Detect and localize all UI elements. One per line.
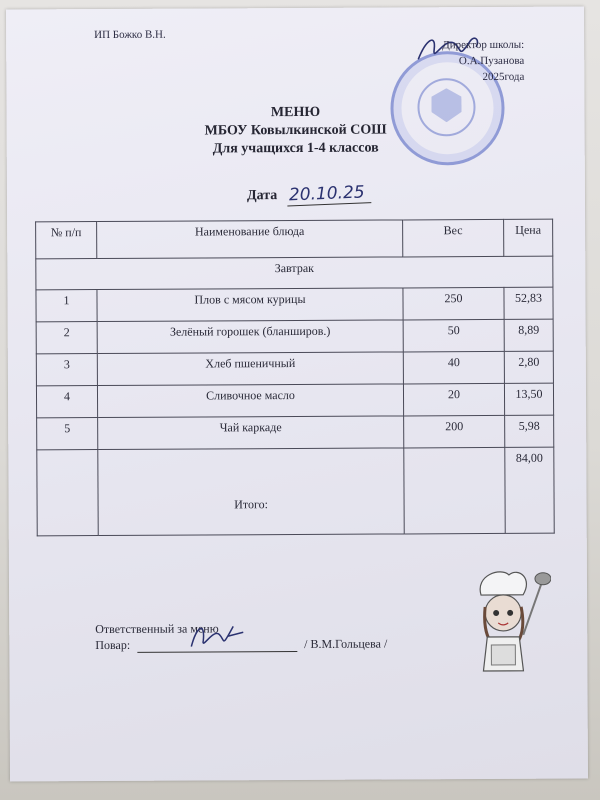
- cook-signature: [187, 618, 247, 652]
- table-header-row: [36, 219, 553, 259]
- section-breakfast: Завтрак: [36, 256, 553, 290]
- table-row: [37, 415, 554, 450]
- row-price: 8,89: [504, 319, 553, 351]
- approval-block: [442, 37, 524, 85]
- row-num: 4: [36, 386, 97, 418]
- date-label: Дата: [246, 188, 278, 204]
- school-name: МБОУ Ковылкинской СОШ: [204, 122, 387, 139]
- total-value: 84,00: [505, 447, 554, 533]
- row-name: Сливочное масло: [97, 384, 403, 418]
- row-weight: 50: [403, 319, 504, 352]
- row-num: 5: [37, 418, 98, 450]
- table-row: [36, 383, 553, 418]
- header-name: Наименование блюда: [97, 220, 403, 259]
- row-num: 2: [36, 322, 97, 354]
- row-price: 5,98: [505, 415, 554, 447]
- row-price: 2,80: [504, 351, 553, 383]
- chef-girl-illustration: [461, 565, 552, 685]
- organization-name: ИП Божко В.Н.: [94, 28, 166, 42]
- row-num: 1: [36, 290, 97, 322]
- cook-label: Повар:: [95, 637, 131, 653]
- responsible-label: Ответственный за меню: [95, 621, 219, 637]
- row-weight: 250: [403, 287, 504, 320]
- menu-table: [35, 219, 555, 537]
- row-price: 52,83: [504, 287, 553, 319]
- table-row: [36, 351, 553, 386]
- row-name: Чай каркаде: [98, 416, 404, 450]
- row-price: 13,50: [504, 383, 553, 415]
- row-weight: 200: [404, 415, 505, 448]
- row-name: Зелёный горошек (бланширов.): [97, 320, 403, 354]
- menu-sheet: [6, 6, 588, 781]
- approval-name: О.А.Пузанова: [458, 54, 525, 68]
- approval-year: 2025года: [482, 70, 525, 84]
- section-row: [36, 256, 553, 290]
- table-row: [36, 319, 553, 354]
- row-num: 3: [36, 354, 97, 386]
- total-weight-cell: [404, 447, 505, 534]
- row-name: Хлеб пшеничный: [97, 352, 403, 386]
- date-value: 20.10.25: [286, 182, 370, 206]
- total-row: [37, 447, 554, 536]
- approval-title: Директор школы:: [442, 38, 525, 52]
- header-num: № п/п: [36, 222, 97, 259]
- row-weight: 40: [403, 351, 504, 384]
- row-name: Плов с мясом курицы: [97, 288, 403, 322]
- total-label: Итого:: [98, 448, 404, 536]
- date-row: [247, 184, 371, 206]
- audience-line: Для учащихся 1-4 классов: [212, 140, 379, 157]
- total-empty-cell: [37, 450, 98, 536]
- cook-name: / В.М.Гольцева /: [304, 636, 388, 651]
- row-weight: 20: [403, 383, 504, 416]
- menu-title: МЕНЮ: [270, 104, 321, 121]
- header-price: Цена: [504, 219, 553, 256]
- table-row: [36, 287, 553, 322]
- header-weight: Вес: [403, 219, 504, 257]
